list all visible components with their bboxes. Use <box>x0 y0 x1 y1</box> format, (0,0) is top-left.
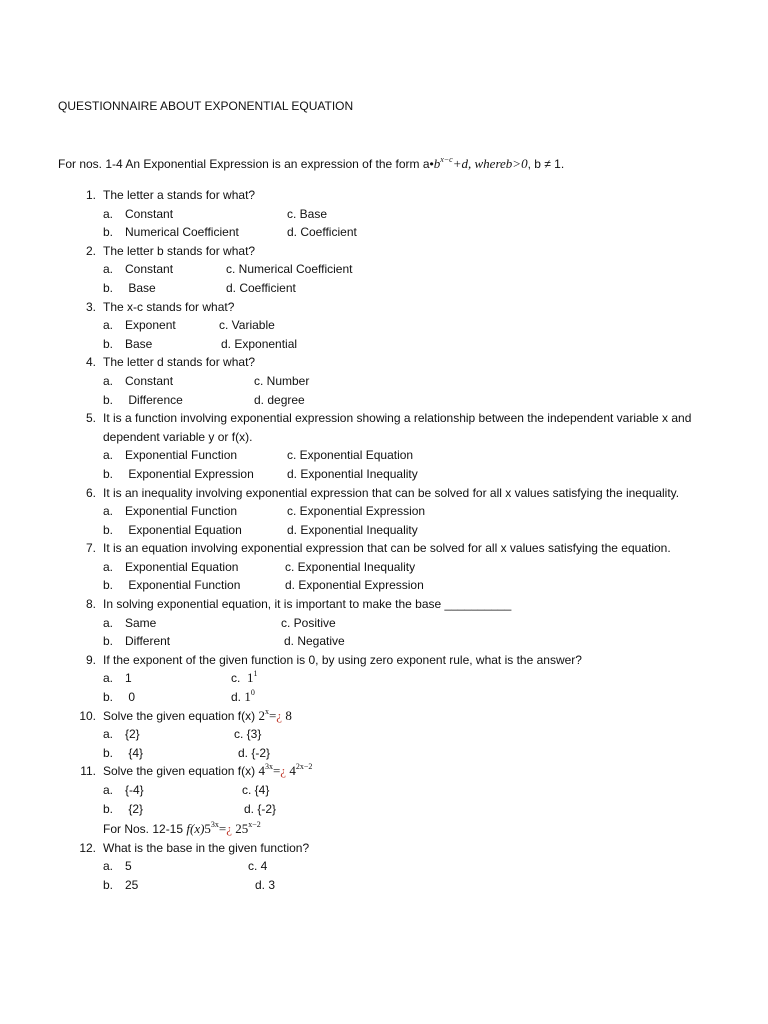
option-c: c. Exponential Expression <box>287 504 426 519</box>
option-c: c. 4 <box>248 859 268 874</box>
option-c: c. Number <box>254 373 310 388</box>
option-a: a. {-4} <box>103 783 144 797</box>
question-5 <box>58 409 698 483</box>
question-number: 12. <box>79 840 96 855</box>
question-text: It is an inequality involving exponential expression that can be solved for all x values satisfying the inequality. <box>103 485 680 500</box>
option-b: b. Numerical Coefficient <box>103 225 239 240</box>
question-text: The letter a stands for what? <box>103 188 256 202</box>
question-11 <box>58 762 698 818</box>
option-b: b. {2} <box>103 801 144 816</box>
intro-condition: , b ≠ 1. <box>527 157 565 171</box>
equation: $4^{3x}=¿$ $4^{2x-2}$ <box>258 762 313 779</box>
option-d: d. Exponential Inequality <box>287 522 418 537</box>
option-d: d. {-2} <box>244 801 277 816</box>
option-b: b. Base <box>103 280 156 295</box>
option-c: c. Exponential Equation <box>287 448 414 463</box>
intro-where: , whereb>0 <box>468 156 528 171</box>
option-c: c. Numerical Coefficient <box>226 262 353 277</box>
option-c: c. {3} <box>234 727 262 742</box>
option-c: c. Exponential Inequality <box>285 559 416 574</box>
question-number: 4. <box>85 355 96 370</box>
option-a: a. Constant <box>103 206 174 221</box>
page-title: QUESTIONNAIRE ABOUT EXPONENTIAL EQUATION <box>58 99 354 113</box>
question-2 <box>58 242 698 298</box>
option-d: d. 3 <box>255 877 276 892</box>
question-text: The letter b stands for what? <box>103 243 256 258</box>
option-a: a. Exponent <box>103 318 176 333</box>
option-d: d. Coefficient <box>287 225 357 240</box>
question-text: Solve the given equation f(x) <box>103 708 259 723</box>
option-c: c. Base <box>287 206 328 221</box>
question-text: Solve the given equation f(x) <box>103 764 259 779</box>
equation: $2^x=¿$ 8 <box>258 706 292 723</box>
option-b: b. {4} <box>103 745 144 760</box>
option-b: b. 25 <box>103 877 139 892</box>
option-d: d. $1^0$ <box>231 688 255 705</box>
option-a: a. Exponential Equation <box>103 559 239 574</box>
option-b: b. Difference <box>103 392 183 407</box>
question-text: The x-c stands for what? <box>103 299 235 314</box>
question-6 <box>58 484 698 540</box>
option-d: d. Exponential Expression <box>285 578 424 593</box>
option-a: a. Constant <box>103 262 174 277</box>
question-text: In solving exponential equation, it is important to make the base __________ <box>103 597 512 612</box>
option-a: a. {2} <box>103 727 140 742</box>
question-text: It is an equation involving exponential expression that can be solved for all x values satisfying the equation. <box>103 541 671 556</box>
option-b: b. Exponential Expression <box>103 466 254 481</box>
question-number: 5. <box>85 411 96 426</box>
option-a: a. 5 <box>103 859 132 874</box>
question-number: 2. <box>85 243 96 258</box>
option-c: c. Positive <box>281 615 336 630</box>
option-d: d. degree <box>254 392 305 407</box>
option-b: b. Exponential Equation <box>103 522 242 537</box>
question-7 <box>58 539 698 595</box>
question-number: 3. <box>85 299 96 314</box>
question-number: 1. <box>85 188 96 202</box>
question-text: What is the base in the given function? <box>103 840 310 855</box>
question-number: 8. <box>85 597 96 612</box>
intro-base: $b^{x-c}+d$ <box>433 155 469 171</box>
option-a: a. Exponential Function <box>103 448 238 463</box>
option-b: b. 0 <box>103 690 136 705</box>
question-text: If the exponent of the given function is 0, by using zero exponent rule, what is the answer? <box>103 652 582 667</box>
question-list <box>58 186 698 895</box>
option-c: c. {4} <box>242 783 270 797</box>
option-d: d. Exponential <box>221 336 298 351</box>
question-9 <box>58 651 698 707</box>
option-a: a. 1 <box>103 671 132 686</box>
section-note: For Nos. 12-15 $f(x)5^{3x}=¿$ $25^{x-2}$ <box>103 820 261 837</box>
option-d: d. Exponential Inequality <box>287 466 418 481</box>
option-a: a. Exponential Function <box>103 504 238 519</box>
intro-prefix: For nos. 1-4 An Exponential Expression is an expression of the form a• <box>58 157 434 171</box>
option-b: b. Different <box>103 634 171 649</box>
option-b: b. Exponential Function <box>103 578 241 593</box>
option-a: a. Constant <box>103 373 174 388</box>
option-b: b. Base <box>103 336 153 351</box>
question-number: 10. <box>79 708 96 723</box>
question-number: 9. <box>85 652 96 667</box>
question-1 <box>58 186 698 242</box>
question-text: It is a function involving exponential expression showing a relationship between the independent variable x and dependent variable y or f(x). <box>103 411 692 444</box>
question-12 <box>58 839 698 895</box>
question-number: 7. <box>85 541 96 556</box>
option-c: c. $1^1$ <box>231 669 258 686</box>
question-number: 6. <box>85 485 96 500</box>
option-d: d. {-2} <box>238 745 271 760</box>
question-number: 11. <box>80 764 96 779</box>
option-c: c. Variable <box>219 318 275 333</box>
option-a: a. Same <box>103 615 157 630</box>
intro-paragraph <box>58 155 564 174</box>
option-d: d. Negative <box>284 634 345 649</box>
question-8 <box>58 595 698 651</box>
question-3 <box>58 298 698 354</box>
question-4 <box>58 353 698 409</box>
question-10 <box>58 707 698 763</box>
option-d: d. Coefficient <box>226 280 296 295</box>
question-text: The letter d stands for what? <box>103 355 256 370</box>
